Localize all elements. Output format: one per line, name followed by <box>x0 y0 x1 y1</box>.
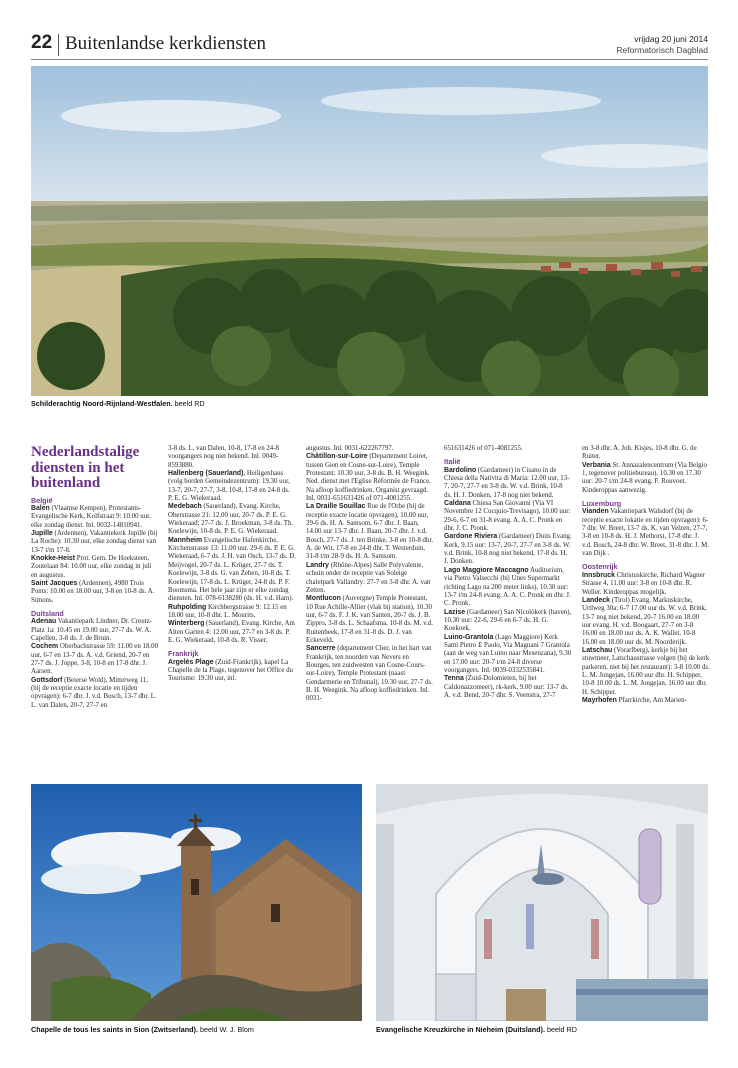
place-name: Châtillon-sur-Loire <box>306 453 368 461</box>
service-details: , Heiligenhaus (volg borden Gemeindezentrum): 19.30 uur, 13-7, 20-7, 27-7, 3-8, 10-8, 17-8 en 24-8 ds. P. E. G. Wiekeraad. <box>168 470 290 503</box>
continued-text <box>444 445 572 453</box>
service-entry <box>444 500 572 533</box>
country-subheading: België <box>31 495 53 505</box>
place-name: Lazise <box>444 608 466 616</box>
photo-credit: beeld RD <box>546 1025 577 1034</box>
section-title: Buitenlandse kerkdiensten <box>65 33 267 54</box>
continued-text <box>168 445 296 470</box>
place-name: Jupille <box>31 529 53 537</box>
place-name: Lago Maggiore Maccagno <box>444 566 529 574</box>
service-details: (Zuid-Frankrijk), kapel La Chapelle de la Plage, tegenover het Office du Tourisme: 19.30 uur, inl. <box>168 658 294 683</box>
place-name: Cochem <box>31 643 59 651</box>
place-name: Saint Jacques <box>31 579 78 587</box>
service-entry <box>582 508 710 558</box>
caption-title: Schilderachtig Noord-Rijnland-Westfalen. <box>31 399 173 408</box>
church-interior-photo-caption <box>376 1025 577 1034</box>
place-name: Latschau <box>582 646 613 654</box>
service-details: Pfarrkirche, Am Marien- <box>616 696 687 704</box>
service-entry <box>31 530 159 555</box>
place-name: Hallenberg (Sauerland) <box>168 470 244 478</box>
service-details: (Ardennen), Vakantiekerk Jupille (bij La Roche): 10.30 uur, elke zondag dienst van 13-7 t/m 17-8. <box>31 529 158 554</box>
service-details: (Auvergne) Temple Protestant, 10 Rue Achille-Allier (vlak bij station), 10.30 uur, 6-7 ds. F. J. K. van Santen, 20-7 ds. J. B. Zippro, 3-8 ds. L. Schaafsma, 10-8 ds. M. v.d. Ruitenbeek, 17-8 en 31-8 ds. D. J. van Eckeveld. <box>306 595 434 644</box>
service-details: Kirchbergstrasse 9: 12.15 en 18.00 uur, 10-8 dhr. L. Mourits. <box>168 603 287 619</box>
place-name: Balen <box>31 504 50 512</box>
service-details: Vakantiepark Lindner, Dr. Creutz-Platz 1a: 10.45 en 19.00 uur, 27-7 ds. W. A. Capellen, 3-8 ds. J. de Bruin. <box>31 618 152 642</box>
service-entry <box>444 675 572 700</box>
service-details: Rue de l'Orbe (bij de receptie exacte locatie opvragen), 10.00 uur, 29-6 ds. H. A. Samsom, 6-7 dhr. J. Baan, 14.00 uur 13-7 dhr. J. Baan, 20-7 dhr. J. v.d. Bosch, 27-7 ds. J. ten Brinke, 3-8 en 10-8 dhr. A. de Wit, 17-8 en 24-8 dhr. T. Westerduin, 31-8 t/m 28-9 ds. H. A. Samsom. <box>306 503 434 561</box>
service-entry <box>306 453 434 503</box>
service-entry <box>31 580 159 605</box>
country-subheading: Frankrijk <box>168 649 199 659</box>
service-details: (Gardameer) in Cisano in de Chiesa della Nativita di Maria: 12.00 uur, 13-7, 20-7, 27-7 en 3-8 ds. W. v.d. Brink, 10-8 ds. H. J. Donken, 17-8 nog niet bekend. <box>444 466 570 499</box>
country-subheading: Italië <box>444 457 461 467</box>
service-details: (Lago Maggiore) Kerk Santi Pietro E Paolo, Via Magnani 7 Grantola (aan de weg van Luino naar Mesenzana), 9.30 en 17.00 uur: 20-7 t/m 24-8 diverse voorgangers. Inl. 0039-0332535841. <box>444 633 572 674</box>
article-column-2 <box>168 445 296 750</box>
service-details: Vakantiepark Walsdorf (bij de receptie exacte lokatie en tijden opvragen): 6-7 dhr. W. Breet, 13-7 ds. K. van Velzen, 27-7, 3-8 en 10-8 ds. H. J. Methorst, 17-8 dhr. J. v.d. Bosch, 24-8 dhr. W. Breet, 31-8 dhr. J. M. van Dijk . <box>582 508 710 558</box>
place-name: Tenna <box>444 675 464 683</box>
service-entry <box>168 620 296 645</box>
service-entry <box>306 503 434 561</box>
header-divider <box>58 34 59 56</box>
place-name: Medebach <box>168 503 202 511</box>
service-entry <box>582 462 710 495</box>
place-name: Mayrhofen <box>582 696 617 704</box>
service-details: augustus. Inl. 0031-622267797. <box>306 445 394 452</box>
church-interior-photo <box>376 784 708 1021</box>
service-details: St. Annazalencentrum (Via Belgio 1, tegenover politiebureau), 10.30 en 17.30 uur: 20-7 t/m 24-8 evang. F. Rouvoet. Kinderoppas aanwezig. <box>582 461 707 494</box>
continued-text <box>306 445 434 453</box>
service-entry <box>582 697 710 705</box>
place-name: Adenau <box>31 618 57 626</box>
service-entry <box>168 470 296 503</box>
place-name: Montlucon <box>306 595 341 603</box>
service-details: (Departement Loiret, tussen Gien en Cosne-sur-Loire), Temple Protestant: 10.30 uur, 3-8 ds. B. H. Weegink. Ned. dienst met l'Eglise Réformée de France. Na afloop koffiedrinken. Organist gevraagd. Inl. 0031-651631426 of 071-4081255. <box>306 453 431 503</box>
place-name: Caldana <box>444 500 471 508</box>
service-entry <box>168 659 296 684</box>
landscape-photo-caption <box>31 399 205 408</box>
service-details: 651631426 of 071-4081255. <box>444 445 523 452</box>
place-name: Landry <box>306 561 329 569</box>
article-column-1 <box>31 445 159 750</box>
place-name: Ruhpolding <box>168 603 207 611</box>
service-details: (Gardameer) Duits Evang. Kerk, 9.15 uur: 13-7, 20-7, 27-7 en 3-8 ds. W. v.d. Brink, 10-8 nog niet bekend, 17-8 ds. H. J. Donken. <box>444 533 572 566</box>
place-name: Bardolino <box>444 466 477 474</box>
service-details: (Vlaamse Kempen), Protestants-Evangelische Kerk, Kolfstraat 9: 10.00 uur, elke zondag dienst. Inl. 0032-14810941. <box>31 504 151 529</box>
service-entry <box>582 647 710 697</box>
page-number: 22 <box>31 32 53 53</box>
service-details: (Zuid-Dolomieten, bij het Caldonazzomeer), rk-kerk, 9.00 uur: 13-7 ds. A. v.d. Bend, 20-7 dhr. S. Veenstra, 27-7 <box>444 675 569 699</box>
article-column-3 <box>306 445 434 750</box>
service-details: Christuskirche, Richard Wagner Strasse 4, 11.00 uur: 3-8 en 10-8 dhr. R. Weller. Kinderoppas mogelijk. <box>582 571 705 596</box>
service-details: Oberbachstrasse 59: 11.00 en 18.00 uur, 6-7 en 13-7 ds. A. v.d. Griend, 20-7 en 27-7 ds. J. Joppe, 3-8, 10-8 en 17-8 dhr. J. Aarsen. <box>31 643 159 676</box>
service-details: (Sauerland), Evang. Kirche, Oberstrasse 21: 12.00 uur, 20-7 ds. P. E. G. Wiekeraad; 27-7 ds. J. Broekman, 3-8 ds. Th. Koelewijn, 10-8 ds. P. E. G. Wiekeraad. <box>168 503 294 536</box>
chapel-photo <box>31 784 362 1021</box>
service-entry <box>306 562 434 595</box>
place-name: Innsbruck <box>582 571 615 579</box>
service-details: Auditorium, via Pietro Valsecchi (bij Unes Supermarkt richting Lago na 200 meter links), 10.30 uur: 13-7 t/m 24-8 evang. A. A. C. Pronk en dhr. J. C. Pronk. <box>444 566 571 608</box>
country-subheading: Luxemburg <box>582 499 622 509</box>
place-name: Luino-Grantola <box>444 633 494 641</box>
photo-credit: beeld RD <box>174 399 205 408</box>
service-entry <box>444 533 572 566</box>
service-entry <box>306 645 434 703</box>
place-name: Vianden <box>582 508 609 516</box>
service-entry <box>31 677 159 710</box>
service-details: Prot. Gem. De Hoeksteen, Zoutelaan 84: 10.00 uur, elke zondag in juli en augustus. <box>31 554 152 579</box>
place-name: Argelès Plage <box>168 658 214 666</box>
landscape-photo <box>31 66 708 396</box>
place-name: Knokke-Heist <box>31 554 76 562</box>
newspaper-name: Reformatorisch Dagblad <box>616 45 708 55</box>
place-name: Sancerre <box>306 645 336 653</box>
service-entry <box>444 609 572 634</box>
place-name: Gottsdorf <box>31 676 63 684</box>
chapel-photo-caption <box>31 1025 254 1034</box>
service-details: Chiesa San Giovanni (Via VI Novembre 12 Cocquio-Trevisago), 10.00 uur: 29-6, 6-7 en 31-8 evang. A. A. C. Pronk en dhr. J. C. Pronk. <box>444 500 571 533</box>
country-subheading: Duitsland <box>31 608 64 618</box>
place-name: La Draille Souillac <box>306 503 366 511</box>
service-entry <box>168 604 296 621</box>
continued-text <box>582 445 710 462</box>
service-entry <box>444 634 572 676</box>
place-name: Gardone Riviera <box>444 533 498 541</box>
issue-date: vrijdag 20 juni 2014 <box>634 34 708 44</box>
caption-title: Evangelische Kreuzkirche in Nieheim (Duitsland). <box>376 1025 545 1034</box>
service-entry <box>168 503 296 536</box>
service-details: Evangelische Hafenkirche, Kirchenstrasse 13: 11.00 uur. 29-6 ds. P. E. G. Wiekeraad, 6-7 ds. J. H. van Osch, 13-7 ds. D. Meijvogel, 20-7 ds. L. Krüger, 27-7 ds. T. Koelewijn, 3-8 ds. G. van Zeben, 10-8 ds. T. Koelewijn, 17-8 ds. L. Krüger, 24-8 ds. P. F. Boomsma. Het hele jaar zijn er elke zondag diensten. Inl. 078-6138280 (ds. H. v.d. Ham). <box>168 536 296 603</box>
service-details: 3-8 ds. L. van Dalen, 10-8, 17-8 en 24-8 voorgangers nog niet bekend. Inl. 0049-8593880. <box>168 445 279 469</box>
place-name: Winterberg <box>168 620 205 628</box>
place-name: Mannheim <box>168 536 203 544</box>
service-details: (Tirol) Evang. Markuskirche, Urtlweg 30a: 6-7 17.00 uur ds. W. v.d. Brink, 13-7 nog niet bekend, 20-7 16.00 en 18.00 uur evang. H. v.d. Boogaart, 27-7 en 3-8 16.00 en 18.00 uur ds. A. K. Wallet, 10-8 16.00 en 18.00 uur ds. M. Noorderijk. <box>582 596 707 646</box>
service-entry <box>31 643 159 676</box>
service-details: (Ardennen), 4980 Trois Ponts: 10.00 en 18.00 uur, 3-8 en 10-8 ds. A. Simons. <box>31 579 155 604</box>
service-entry <box>168 537 296 604</box>
service-entry <box>31 505 159 530</box>
service-entry <box>31 618 159 643</box>
service-entry <box>444 467 572 500</box>
photo-credit: beeld W. J. Blom <box>199 1025 254 1034</box>
service-details: (Gardameer) San Nicolòkerk (haven), 10.30 uur: 22-6, 29-6 en 6-7 ds. H. G. Koekoek. <box>444 608 572 633</box>
service-details: en 3-8 dhr. A. Joh. Kisjes, 10-8 dhr. G. de Ruiter. <box>582 445 697 461</box>
caption-title: Chapelle de tous les saints in Sion (Zwitserland). <box>31 1025 198 1034</box>
service-entry <box>31 555 159 580</box>
service-details: (Rhône-Alpes) Salle Polyvalente, schuin onder de receptie van Soleige chaletpark Vallandry: 27-7 en 3-8 dhr. A. van Zetten. <box>306 561 431 594</box>
page-header <box>31 30 708 60</box>
article-headline: Nederlandstalige diensten in het buitenland <box>31 445 140 491</box>
service-entry <box>306 595 434 645</box>
place-name: Landeck <box>582 596 610 604</box>
article-column-4 <box>444 445 572 750</box>
service-entry <box>444 567 572 609</box>
article-column-5 <box>582 445 710 750</box>
service-details: (departement Cher, in het hart van Frankrijk, ten noorden van Nevers en Bourges, ten zuidwesten van Cosne-Cours-sur-Loire), Temple Protestant (naast Gendarmerie en Tribunal), 10.30 uur, 27-7 ds. B. H. Weegink. Na afloop koffiedrinken. Inl. 0031- <box>306 645 433 703</box>
service-details: (Beierse Wold), Mitterweg 11, (bij de receptie exacte locatie en tijden opvragen): 6-7 dhr. J. v.d. Bosch, 13-7 dhr. L. L. van Dalen, 20-7, 27-7 en <box>31 676 157 709</box>
place-name: Verbania <box>582 461 611 469</box>
service-details: (Sauerland), Evang. Kirche, Am Alten Garten 4: 12.00 uur, 27-7 en 3-8 ds. P. E. G. Wiekeraad, 10-8 ds. R. Visser. <box>168 620 295 644</box>
service-entry <box>582 572 710 597</box>
country-subheading: Oostenrijk <box>582 562 618 572</box>
service-entry <box>582 597 710 647</box>
service-details: (Vorarlberg), kerkje bij het stuwmeer, Latschaustrasse volgen (bij de kerk parkeren, niet bij het restaurant): 3-8 10.00 ds. L. M. Jongejan, 16.00 uur dhr. H. Schipper, 10-8 10.00 ds. L. M. Jongejan, 16.00 uur dhr. H. Schipper. <box>582 646 710 696</box>
